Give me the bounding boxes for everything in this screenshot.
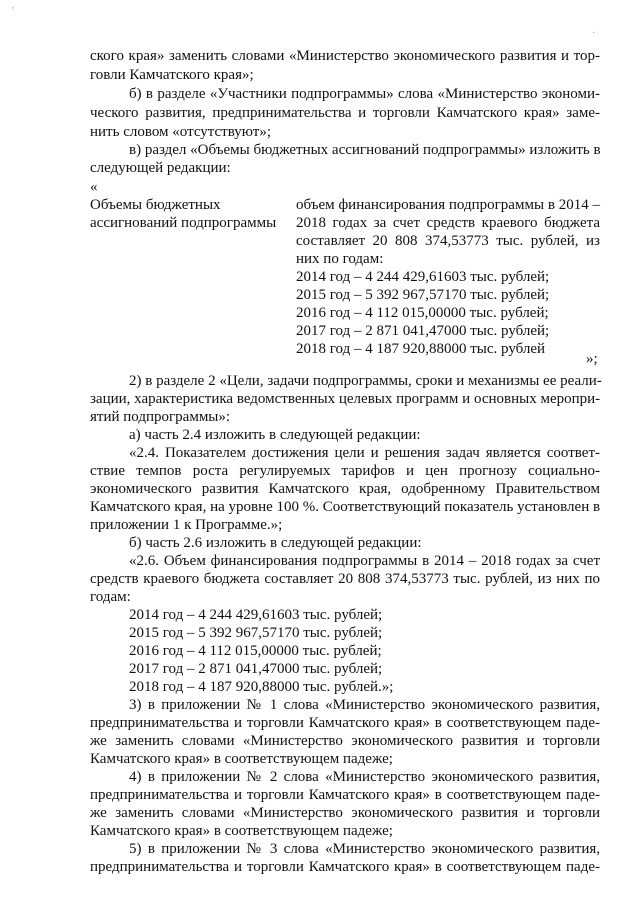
text-line: 5) в приложении № 3 слова «Министерство экономического развития, (129, 841, 600, 857)
table-value: объем финансирования подпрограммы в 2014 – (296, 197, 600, 213)
text-line: в) раздел «Объемы бюджетных ассигнований подпрограммы» изложить в (129, 142, 601, 158)
text-line: 4) в приложении № 2 слова «Министерство экономического развития, (129, 769, 600, 785)
text-line: следующей редакции: (90, 160, 231, 176)
table-value: составляет 20 808 374,53773 тыс. рублей, из (296, 233, 600, 249)
text-line: экономического развития Камчатского края, одобренному Правительством (90, 481, 600, 497)
text-line: ческого развития, предпринимательства и торговли Камчатского края» заме- (90, 105, 600, 121)
text-line: 2016 год – 4 112 015,00000 тыс. рублей; (129, 643, 382, 659)
text-line: предпринимательства и торговли Камчатского края» в соответствующем паде- (90, 715, 600, 731)
text-line: Камчатского края» в соответствующем падеже; (90, 751, 393, 767)
text-line: 2014 год – 4 244 429,61603 тыс. рублей; (129, 607, 383, 623)
text-line: «2.4. Показателем достижения цели и решения задач является соответ- (129, 445, 600, 461)
text-line: б) часть 2.6 изложить в следующей редакции: (129, 535, 422, 551)
table-label: ассигнований подпрограммы (90, 215, 277, 231)
text-line: предпринимательства и торговли Камчатского края» в соответствующем паде- (90, 787, 600, 803)
scan-mark: · (592, 28, 596, 39)
text-line: 2015 год – 5 392 967,57170 тыс. рублей; (129, 625, 383, 641)
table-label: Объемы бюджетных (90, 197, 221, 213)
table-value: 2014 год – 4 244 429,61603 тыс. рублей; (296, 269, 550, 285)
text-line: ского края» заменить словами «Министерство экономического развития и тор- (90, 48, 600, 64)
text-line: зации, характеристика ведомственных целевых программ и основных меропри- (90, 391, 601, 407)
text-line: Камчатского края» в соответствующем падеже; (90, 823, 393, 839)
text-line: нить словом «отсутствуют»; (90, 124, 272, 140)
scan-mark: ' (12, 6, 14, 17)
table-value: 2017 год – 2 871 041,47000 тыс. рублей; (296, 323, 550, 339)
text-line: предпринимательства и торговли Камчатского края» в соответствующем паде- (90, 859, 600, 875)
text-line: ствие темпов роста регулируемых тарифов и цен прогнозу социально- (90, 463, 600, 479)
open-quote: « (90, 179, 98, 195)
text-line: «2.6. Объем финансирования подпрограммы в 2014 – 2018 годах за счет (129, 553, 600, 569)
text-line: 2018 год – 4 187 920,88000 тыс. рублей.»; (129, 679, 394, 695)
table-value: 2015 год – 5 392 967,57170 тыс. рублей; (296, 287, 550, 303)
text-line: приложении 1 к Программе.»; (90, 517, 283, 533)
text-line: же заменить словами «Министерство экономического развития и торговли (90, 733, 600, 749)
table-value: 2018 годах за счет средств краевого бюджета (296, 215, 600, 231)
table-value: 2018 год – 4 187 920,88000 тыс. рублей (296, 341, 546, 357)
text-line: а) часть 2.4 изложить в следующей редакции: (129, 427, 421, 443)
text-line: средств краевого бюджета составляет 20 808 374,53773 тыс. рублей, из них по (90, 571, 600, 587)
text-line: 3) в приложении № 1 слова «Министерство экономического развития, (129, 697, 600, 713)
text-line: б) в разделе «Участники подпрограммы» слова «Министерство экономи- (129, 86, 600, 102)
table-value: 2016 год – 4 112 015,00000 тыс. рублей; (296, 305, 549, 321)
text-line: говли Камчатского края»; (90, 67, 254, 83)
text-line: годам: (90, 589, 131, 605)
text-line: 2) в разделе 2 «Цели, задачи подпрограммы, сроки и механизмы ее реали- (129, 373, 602, 389)
text-line: же заменить словами «Министерство экономического развития и торговли (90, 805, 600, 821)
table-value: них по годам: (296, 251, 384, 267)
text-line: Камчатского края, на уровне 100 %. Соответствующий показатель установлен в (90, 499, 601, 515)
text-line: 2017 год – 2 871 041,47000 тыс. рублей; (129, 661, 383, 677)
text-line: ятий подпрограммы»: (90, 409, 231, 425)
close-quote: »; (586, 351, 598, 367)
